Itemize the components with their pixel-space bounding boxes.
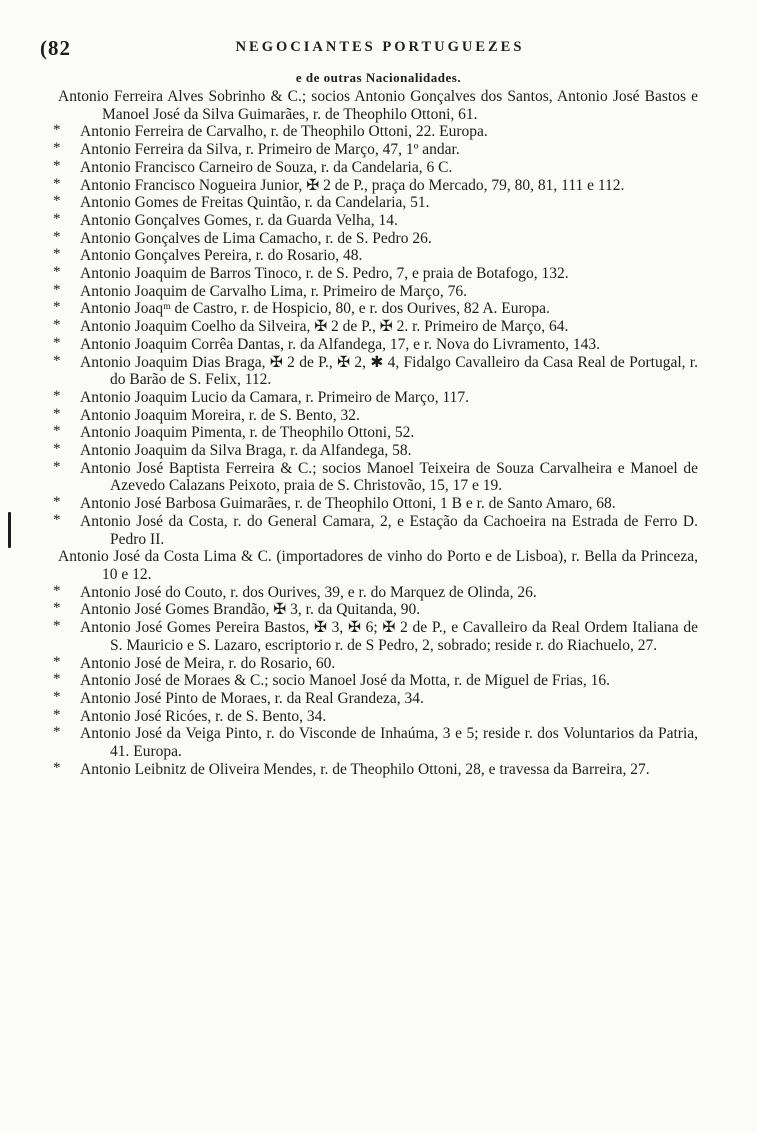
directory-entry xyxy=(53,458,698,495)
page-number: (82 xyxy=(40,36,71,60)
asterisk-marker: * xyxy=(53,405,61,422)
directory-entries xyxy=(53,88,698,778)
entry-text: Antonio José Gomes Brandão, ✠ 3, r. da Quitanda, 90. xyxy=(80,601,421,619)
entry-text: Antonio Joaquim Pimenta, r. de Theophilo Ottoni, 52. xyxy=(80,424,415,442)
entry-text: Antonio Leibnitz de Oliveira Mendes, r. de Theophilo Ottoni, 28, e travessa da Barreira, 27. xyxy=(80,760,650,778)
directory-entry xyxy=(53,264,698,283)
directory-entry xyxy=(53,281,698,301)
directory-entry xyxy=(53,582,698,602)
directory-entry xyxy=(53,653,698,673)
asterisk-marker: * xyxy=(53,618,61,635)
entry-text: Antonio José da Costa, r. do General Camara, 2, e Estação da Cachoeira na Estrada de Ferro D. Pedro II. xyxy=(80,512,698,548)
entry-text: Antonio Gonçalves Gomes, r. da Guarda Velha, 14. xyxy=(80,211,398,229)
asterisk-marker: * xyxy=(53,352,61,369)
entry-text: Antonio Joaquim Coelho da Silveira, ✠ 2 de P., ✠ 2. r. Primeiro de Março, 64. xyxy=(80,318,569,336)
directory-entry xyxy=(53,688,698,708)
entry-text: Antonio Joaquim Corrêa Dantas, r. da Alfandega, 17, e r. Nova do Livramento, 143. xyxy=(80,335,600,353)
entry-text: Antonio Francisco Carneiro de Souza, r. da Candelaria, 6 C. xyxy=(80,158,453,176)
directory-entry xyxy=(53,600,698,619)
entry-text: Antonio Joaquim Lucio da Camara, r. Primeiro de Março, 117. xyxy=(80,388,469,406)
directory-entry xyxy=(53,671,698,690)
running-title: NEGOCIANTES PORTUGUEZES xyxy=(235,39,525,55)
asterisk-marker: * xyxy=(53,140,61,157)
directory-entry xyxy=(53,441,698,460)
entry-text: Antonio José Gomes Pereira Bastos, ✠ 3, ✠ 6; ✠ 2 de P., e Cavalleiro da Real Ordem Italiana de S. Mauricio e S. Lazaro, escriptorio r. de S Pedro, 2, sobrado; reside r. do Riachuelo, 27. xyxy=(80,619,698,654)
directory-entry xyxy=(58,548,698,583)
asterisk-marker: * xyxy=(53,193,61,210)
directory-entry xyxy=(53,122,698,141)
section-subtitle: e de outras Nacionalidades. xyxy=(295,70,462,85)
entry-text: Antonio Joaqᵐ de Castro, r. de Hospicio, 80, e r. dos Ourives, 82 A. Europa. xyxy=(80,300,550,318)
asterisk-marker: * xyxy=(53,317,61,334)
entry-text: Antonio José de Meira, r. do Rosario, 60. xyxy=(80,654,336,672)
directory-entry xyxy=(53,405,698,425)
directory-entry xyxy=(53,494,698,513)
directory-entry xyxy=(53,193,698,212)
directory-entry xyxy=(53,759,698,779)
asterisk-marker: * xyxy=(53,246,61,263)
asterisk-marker: * xyxy=(53,175,61,192)
asterisk-marker: * xyxy=(53,458,61,475)
entry-text: Antonio Francisco Nogueira Junior, ✠ 2 de P., praça do Mercado, 79, 80, 81, 111 e 112. xyxy=(80,176,625,194)
asterisk-marker: * xyxy=(53,299,61,316)
asterisk-marker: * xyxy=(53,724,61,741)
entry-text: Antonio Ferreira da Silva, r. Primeiro de Março, 47, 1º andar. xyxy=(80,141,460,159)
asterisk-marker: * xyxy=(53,494,61,511)
directory-entry xyxy=(53,210,698,230)
entry-text: Antonio José Baptista Ferreira & C.; socios Manoel Teixeira de Souza Carvalheira e Manoel de Azevedo Calazans Peixoto, praia de S. Christovão, 15, 17 e 19. xyxy=(80,459,698,495)
entry-text: Antonio Ferreira Alves Sobrinho & C.; socios Antonio Gonçalves dos Santos, Antonio José Bastos e Manoel José da Silva Guimarães, r. de Theophilo Ottoni, 61. xyxy=(58,88,698,123)
entry-text: Antonio José Barbosa Guimarães, r. de Theophilo Ottoni, 1 B e r. de Santo Amaro, 68. xyxy=(80,495,616,513)
directory-entry xyxy=(53,387,698,407)
entry-text: Antonio José da Costa Lima & C. (importadores de vinho do Porto e de Lisboa), r. Bella da Princeza, 10 e 12. xyxy=(58,548,698,583)
asterisk-marker: * xyxy=(53,706,61,723)
entry-text: Antonio Joaquim de Barros Tinoco, r. de S. Pedro, 7, e praia de Botafogo, 132. xyxy=(80,265,569,283)
asterisk-marker: * xyxy=(53,334,61,351)
asterisk-marker: * xyxy=(53,210,61,227)
entry-text: Antonio Gomes de Freitas Quintão, r. da Candelaria, 51. xyxy=(80,194,430,212)
directory-entry xyxy=(53,175,698,195)
asterisk-marker: * xyxy=(53,511,61,528)
directory-entry xyxy=(53,724,698,761)
asterisk-marker: * xyxy=(53,387,61,404)
page-header xyxy=(40,36,720,60)
directory-entry xyxy=(53,246,698,265)
asterisk-marker: * xyxy=(53,671,61,688)
asterisk-marker: * xyxy=(53,759,61,776)
directory-entry xyxy=(53,228,698,248)
directory-entry xyxy=(53,618,698,654)
directory-entry xyxy=(53,140,698,159)
margin-mark xyxy=(8,512,11,548)
directory-entry xyxy=(53,317,698,336)
entry-text: Antonio José Ricóes, r. de S. Bento, 34. xyxy=(80,707,327,725)
directory-entry xyxy=(53,299,698,318)
asterisk-marker: * xyxy=(53,582,61,599)
asterisk-marker: * xyxy=(53,281,61,298)
asterisk-marker: * xyxy=(53,228,61,245)
asterisk-marker: * xyxy=(53,653,61,670)
entry-text: Antonio José Pinto de Moraes, r. da Real Grandeza, 34. xyxy=(80,689,424,707)
entry-text: Antonio Joaquim Dias Braga, ✠ 2 de P., ✠ 2, ✱ 4, Fidalgo Cavalleiro da Casa Real de Portugal, r. do Barão de S. Felix, 112. xyxy=(80,353,698,389)
directory-entry xyxy=(53,706,698,726)
directory-entry xyxy=(53,352,698,389)
directory-entry xyxy=(53,423,698,442)
entry-text: Antonio José do Couto, r. dos Ourives, 39, e r. do Marquez de Olinda, 26. xyxy=(80,583,537,601)
asterisk-marker: * xyxy=(53,600,61,617)
entry-text: Antonio José de Moraes & C.; socio Manoel José da Motta, r. de Miguel de Frias, 16. xyxy=(80,672,610,690)
asterisk-marker: * xyxy=(53,441,61,458)
directory-entry xyxy=(53,511,698,548)
entry-text: Antonio Joaquim Moreira, r. de S. Bento, 32. xyxy=(80,406,360,424)
entry-text: Antonio Ferreira de Carvalho, r. de Theophilo Ottoni, 22. Europa. xyxy=(80,123,488,141)
entry-text: Antonio Joaquim de Carvalho Lima, r. Primeiro de Março, 76. xyxy=(80,282,467,300)
asterisk-marker: * xyxy=(53,122,61,139)
asterisk-marker: * xyxy=(53,423,61,440)
directory-entry xyxy=(53,334,698,354)
asterisk-marker: * xyxy=(53,157,61,174)
entry-text: Antonio José da Veiga Pinto, r. do Visconde de Inhaúma, 3 e 5; reside r. dos Voluntarios da Patria, 41. Europa. xyxy=(80,725,698,761)
asterisk-marker: * xyxy=(53,688,61,705)
directory-entry xyxy=(58,88,698,123)
entry-text: Antonio Gonçalves Pereira, r. do Rosario, 48. xyxy=(80,247,363,265)
entry-text: Antonio Gonçalves de Lima Camacho, r. de S. Pedro 26. xyxy=(80,229,432,247)
asterisk-marker: * xyxy=(53,264,61,281)
directory-entry xyxy=(53,157,698,177)
entry-text: Antonio Joaquim da Silva Braga, r. da Alfandega, 58. xyxy=(80,442,412,460)
